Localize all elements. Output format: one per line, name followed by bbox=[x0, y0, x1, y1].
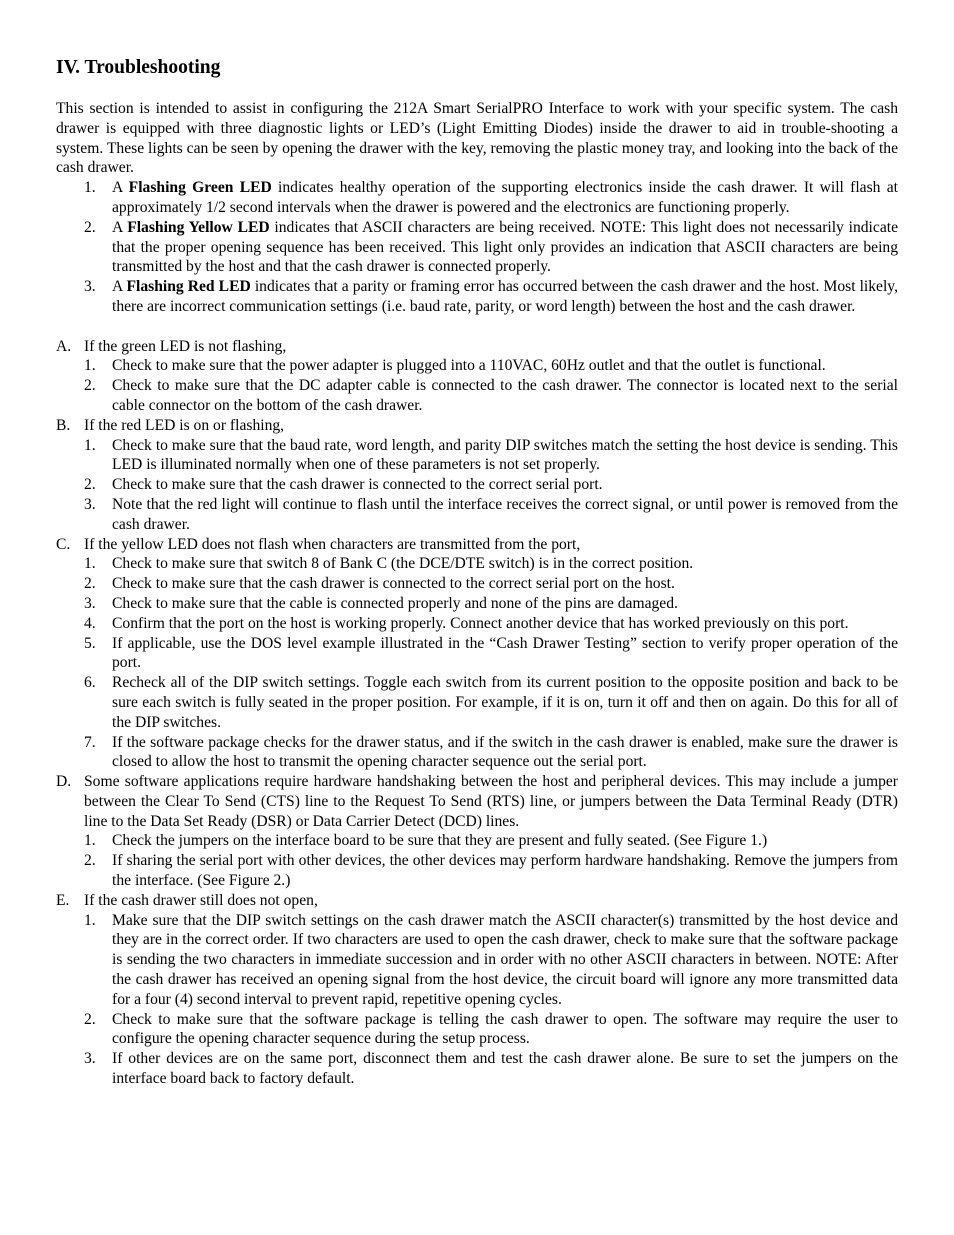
led-item-text bbox=[112, 178, 898, 218]
step-item bbox=[56, 911, 898, 1010]
step-item bbox=[56, 436, 898, 476]
step-number: 2. bbox=[84, 1010, 96, 1028]
document-page bbox=[56, 56, 898, 1089]
step-text: Check the jumpers on the interface board to be sure that they are present and fully seated. (See Figure 1.) bbox=[112, 832, 768, 850]
step-number: 7. bbox=[84, 733, 96, 751]
step-text: Check to make sure that the cable is connected properly and none of the pins are damaged. bbox=[112, 594, 678, 612]
step-text: If applicable, use the DOS level example illustrated in the “Cash Drawer Testing” section to verify proper operation of the port. bbox=[112, 634, 898, 672]
step-number: 1. bbox=[84, 911, 96, 929]
step-item bbox=[56, 851, 898, 891]
section-item bbox=[56, 891, 898, 911]
step-item bbox=[56, 673, 898, 732]
step-item bbox=[56, 1049, 898, 1089]
step-number: 3. bbox=[84, 495, 96, 513]
section-letter: D. bbox=[56, 773, 72, 791]
led-item-description: indicates healthy operation of the supporting electronics inside the cash drawer. It will flash at approximately 1/2 second intervals when the drawer is powered and the electronics are functioning properly. bbox=[112, 179, 898, 216]
step-item bbox=[56, 733, 898, 773]
step-number: 6. bbox=[84, 674, 96, 692]
led-item-prefix: A bbox=[112, 218, 128, 236]
section-letter: C. bbox=[56, 535, 71, 553]
led-item-name: Flashing Green LED bbox=[128, 179, 272, 197]
section-item bbox=[56, 416, 898, 436]
led-item bbox=[56, 277, 898, 317]
step-text: Check to make sure that the baud rate, word length, and parity DIP switches match the setting the host device is sending. This LED is illuminated normally when one of these parameters is not set properly. bbox=[112, 436, 898, 474]
spacer bbox=[56, 317, 898, 337]
step-number: 2. bbox=[84, 852, 96, 870]
led-item-description: indicates that ASCII characters are being received. NOTE: This light does not necessarily indicate that the proper opening sequence has been received. This light only provides an indication that ASCII characters are being transmitted by the host and that the cash drawer is connected properly. bbox=[112, 218, 898, 276]
led-item-description: indicates that a parity or framing error has occurred between the cash drawer and the host. Most likely, there are incorrect communication settings (i.e. baud rate, parity, or word length) between the host and the cash drawer. bbox=[112, 278, 898, 315]
step-number: 1. bbox=[84, 832, 96, 850]
step-item bbox=[56, 634, 898, 674]
step-item bbox=[56, 831, 898, 851]
step-text: Check to make sure that the power adapter is plugged into a 110VAC, 60Hz outlet and that the outlet is functional. bbox=[112, 357, 826, 375]
step-text: If sharing the serial port with other devices, the other devices may perform hardware handshaking. Remove the jumpers from the interface. (See Figure 2.) bbox=[112, 852, 898, 890]
section-title: If the yellow LED does not flash when characters are transmitted from the port, bbox=[84, 535, 581, 553]
step-item bbox=[56, 1010, 898, 1050]
section-title: If the red LED is on or flashing, bbox=[84, 416, 285, 434]
step-number: 4. bbox=[84, 614, 96, 632]
step-text: Make sure that the DIP switch settings on the cash drawer match the ASCII character(s) transmitted by the host device and they are in the correct order. If two characters are used to open the cash drawer, check to make sure that the software package is sending the two characters in immediate succession and in order with no other ASCII characters in between. NOTE: After the cash drawer has received an opening signal from the host device, the circuit board will ignore any more transmitted data for a four (4) second interval to prevent rapid, repetitive opening cycles. bbox=[112, 911, 898, 1008]
step-text: Check to make sure that the DC adapter cable is connected to the cash drawer. The connector is located next to the serial cable connector on the bottom of the cash drawer. bbox=[112, 377, 898, 414]
section-item bbox=[56, 772, 898, 831]
led-item-text bbox=[112, 277, 898, 317]
step-item bbox=[56, 614, 898, 634]
section-letter: E. bbox=[56, 891, 70, 909]
step-number: 2. bbox=[84, 377, 96, 395]
step-number: 1. bbox=[84, 555, 96, 573]
step-item bbox=[56, 475, 898, 495]
step-number: 1. bbox=[84, 357, 96, 375]
step-item bbox=[56, 495, 898, 535]
led-list bbox=[56, 178, 898, 317]
step-item bbox=[56, 356, 898, 376]
step-number: 2. bbox=[84, 476, 96, 494]
led-item-name: Flashing Red LED bbox=[126, 278, 251, 296]
step-number: 2. bbox=[84, 575, 96, 593]
led-item-prefix: A bbox=[112, 179, 129, 197]
led-item bbox=[56, 218, 898, 277]
section-letter: A. bbox=[56, 337, 72, 355]
step-item bbox=[56, 574, 898, 594]
section-title: If the cash drawer still does not open, bbox=[84, 891, 318, 909]
step-number: 3. bbox=[84, 1050, 96, 1068]
step-text: If the software package checks for the drawer status, and if the switch in the cash drawer is enabled, make sure the drawer is closed to allow the host to transmit the opening character sequence out the serial port. bbox=[112, 733, 898, 771]
step-text: Confirm that the port on the host is working properly. Connect another device that has worked previously on this port. bbox=[112, 614, 849, 632]
step-item bbox=[56, 594, 898, 614]
led-item-number: 1. bbox=[84, 179, 96, 197]
troubleshooting-sections bbox=[56, 337, 898, 1089]
step-text: Check to make sure that the cash drawer is connected to the correct serial port on the host. bbox=[112, 575, 675, 593]
step-number: 3. bbox=[84, 594, 96, 612]
step-text: If other devices are on the same port, disconnect them and test the cash drawer alone. Be sure to set the jumpers on the interface board back to factory default. bbox=[112, 1050, 898, 1088]
section-letter: B. bbox=[56, 416, 71, 434]
step-item bbox=[56, 376, 898, 416]
led-item-prefix: A bbox=[112, 278, 127, 296]
step-text: Check to make sure that the software package is telling the cash drawer to open. The software may require the user to configure the opening character sequence during the setup process. bbox=[112, 1010, 898, 1048]
section-heading: IV. Troubleshooting bbox=[56, 57, 221, 78]
step-number: 5. bbox=[84, 634, 96, 652]
section-title: If the green LED is not flashing, bbox=[84, 337, 287, 355]
step-text: Recheck all of the DIP switch settings. Toggle each switch from its current position to the opposite position and back to be sure each switch is fully seated in the proper position. For example, if it is on, turn it off and then on again. Do this for all of the DIP switches. bbox=[112, 674, 898, 731]
step-text: Check to make sure that switch 8 of Bank C (the DCE/DTE switch) is in the correct position. bbox=[112, 555, 694, 573]
intro-paragraph: This section is intended to assist in configuring the 212A Smart SerialPRO Interface to work with your specific system. The cash drawer is equipped with three diagnostic lights or LED’s (Light Emitting Diodes) inside the drawer to aid in trouble-shooting a system. These lights can be seen by opening the drawer with the key, removing the plastic money tray, and looking into the back of the cash drawer. bbox=[56, 100, 898, 177]
led-item-text bbox=[112, 218, 898, 277]
step-number: 1. bbox=[84, 436, 96, 454]
step-text: Check to make sure that the cash drawer is connected to the correct serial port. bbox=[112, 476, 603, 494]
led-item-number: 3. bbox=[84, 278, 96, 296]
led-item-name: Flashing Yellow LED bbox=[127, 218, 270, 236]
led-item bbox=[56, 178, 898, 218]
led-item-number: 2. bbox=[84, 218, 96, 236]
section-item bbox=[56, 337, 898, 357]
section-item bbox=[56, 535, 898, 555]
step-text: Note that the red light will continue to flash until the interface receives the correct signal, or until power is removed from the cash drawer. bbox=[112, 495, 898, 533]
section-title: Some software applications require hardware handshaking between the host and peripheral devices. This may include a jumper between the Clear To Send (CTS) line to the Request To Send (RTS) line, or jumpers between the Data Terminal Ready (DTR) line to the Data Set Ready (DSR) or Data Carrier Detect (DCD) lines. bbox=[84, 773, 898, 830]
step-item bbox=[56, 554, 898, 574]
